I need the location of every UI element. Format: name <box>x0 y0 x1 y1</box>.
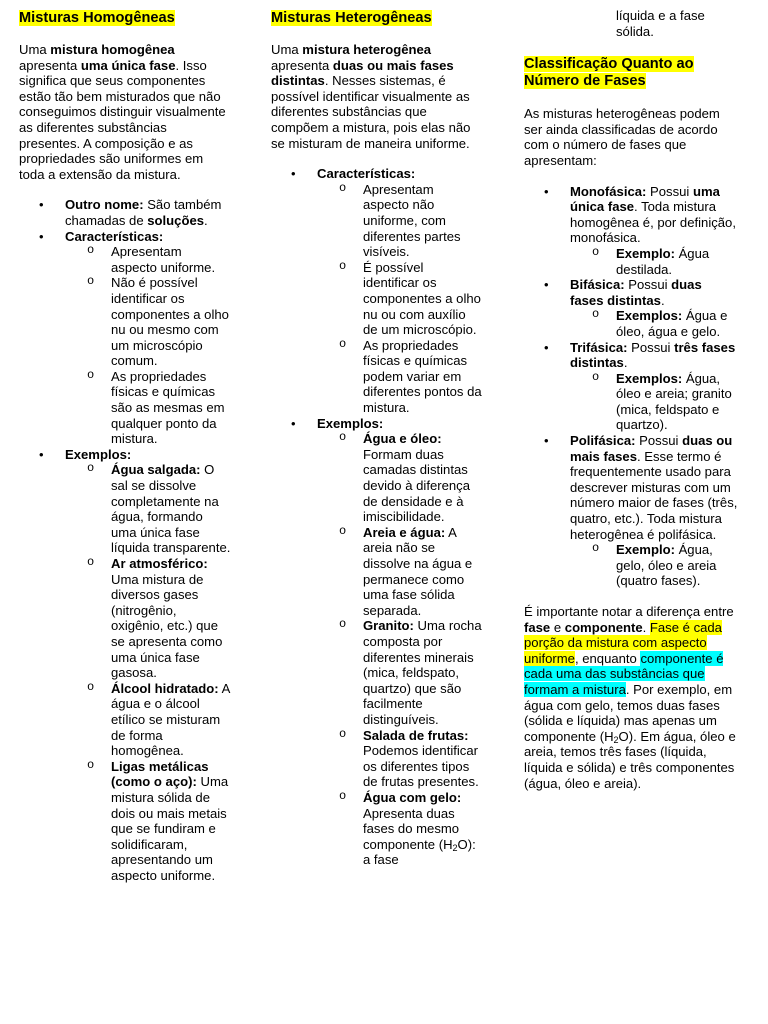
list-item: • Exemplos: o Água e óleo: Formam duas camadas distintas devido à diferença de densidade e à imiscibilidade. o Areia e água: A areia não se dissolve na água e permanece como uma fase sólida separada. o Granito: Uma rocha composta por diferentes minerais (mica, feldspato, quartzo) que são facilmente distinguíveis. o Salada de frutas: Podemos identificar os diferentes tipos de frutas presentes. o Água com gelo: Apresenta duas fases do mesmo componente $(H_2O)$: a fase <box>271 416 483 868</box>
list-item: • Características: o Apresentam aspecto uniforme. o Não é possível identificar os componentes a olho nu ou mesmo com um microscópio comum. o As propriedades físicas e químicas são as mesmas em qualquer ponto da mistura. <box>19 229 231 447</box>
list-item: • Exemplos: o Água salgada: O sal se dissolve completamente na água, formando uma única fase líquida transparente. o Ar atmosférico: Uma mistura de diversos gases (nitrogênio, oxigênio, etc.) que se apresenta como uma única fase gasosa. o Álcool hidratado: A água e o álcool etílico se misturam de forma homogênea. o Ligas metálicas (como o aço): Uma mistura sólida de dois ou mais metais que se fundiram e solidificaram, apresentando um aspecto uniforme. <box>19 447 231 884</box>
list-item: o Não é possível identificar os componentes a olho nu ou mesmo com um microscópio comum. <box>65 275 231 369</box>
list-item: o Ar atmosférico: Uma mistura de diversos gases (nitrogênio, oxigênio, etc.) que se apresenta como uma única fase gasosa. <box>65 556 231 681</box>
list-item: o Apresentam aspecto não uniforme, com diferentes partes visíveis. <box>317 182 483 260</box>
list-item: o Exemplos: Água e óleo, água e gelo. <box>570 308 738 339</box>
list-item: o Água e óleo: Formam duas camadas distintas devido à diferença de densidade e à imiscibilidade. <box>317 431 483 525</box>
list-item: o Salada de frutas: Podemos identificar os diferentes tipos de frutas presentes. <box>317 728 483 790</box>
phase-types-list <box>524 184 738 589</box>
continuation-text: líquida e a fase sólida. <box>616 8 705 39</box>
final-paragraph: É importante notar a diferença entre fase e componente. Fase é cada porção da mistura com aspecto uniforme, enquanto componente é cada uma das substâncias que formam a mistura. Por exemplo, em água com gelo, temos duas fases (sólida e líquida) mas apenas um componente $(H_2O)$. Em água, óleo e areia, temos três fases (líquida, líquida e sólida) e três componentes (água, óleo e areia). <box>524 604 736 791</box>
list-item: • Trifásica: Possui três fases distintas. o Exemplos: Água, óleo e areia; granito (mica, feldspato e quartzo). <box>524 340 738 434</box>
intro-paragraph: Uma mistura heterogênea apresenta duas ou mais fases distintas. Nesses sistemas, é possível identificar visualmente as diferentes substâncias que compõem a mistura, pois elas não se misturam de maneira uniforme. <box>271 42 471 151</box>
list-item: o Álcool hidratado: A água e o álcool etílico se misturam de forma homogênea. <box>65 681 231 759</box>
column-homogeneous <box>19 10 231 883</box>
list-item: o Areia e água: A areia não se dissolve na água e permanece como uma fase sólida separada. <box>317 525 483 619</box>
list-item: o Apresentam aspecto uniforme. <box>65 244 231 275</box>
list-item: • Características: o Apresentam aspecto não uniforme, com diferentes partes visíveis. o É possível identificar os componentes a olho nu ou com auxílio de um microscópio. o As propriedades físicas e químicas podem variar em diferentes pontos da mistura. <box>271 166 483 416</box>
homogeneous-list <box>19 197 231 883</box>
list-item: • Outro nome: São também chamadas de soluções. <box>19 197 231 228</box>
list-item: o Exemplos: Água, óleo e areia; granito (mica, feldspato e quartzo). <box>570 371 738 433</box>
list-item: o Ligas metálicas (como o aço): Uma mistura sólida de dois ou mais metais que se fundiram e solidificaram, apresentando um aspecto uniforme. <box>65 759 231 884</box>
list-item: o Exemplo: Água, gelo, óleo e areia (quatro fases). <box>570 542 738 589</box>
column-heterogeneous <box>271 10 483 868</box>
heading-heterogeneous: Misturas Heterogêneas <box>271 10 432 26</box>
list-item: o As propriedades físicas e químicas são as mesmas em qualquer ponto da mistura. <box>65 369 231 447</box>
intro-paragraph: As misturas heterogêneas podem ser ainda classificadas de acordo com o número de fases que apresentam: <box>524 106 720 168</box>
list-item: • Polifásica: Possui duas ou mais fases. Esse termo é frequentemente usado para descrever misturas com um número maior de fases (três, quatro, etc.). Toda mistura heterogênea é polifásica. o Exemplo: Água, gelo, óleo e areia (quatro fases). <box>524 433 738 589</box>
list-item: o Exemplo: Água destilada. <box>570 246 738 277</box>
heterogeneous-list <box>271 166 483 868</box>
list-item: • Bifásica: Possui duas fases distintas. o Exemplos: Água e óleo, água e gelo. <box>524 277 738 339</box>
list-item: o Água com gelo: Apresenta duas fases do mesmo componente $(H_2O)$: a fase <box>317 790 483 868</box>
column-phases <box>524 8 738 791</box>
list-item: o As propriedades físicas e químicas podem variar em diferentes pontos da mistura. <box>317 338 483 416</box>
highlight-component-definition: componente é cada uma das substâncias que formam a mistura <box>524 650 724 697</box>
heading-phase-classification: Classificação Quanto ao Número de Fases <box>524 56 694 90</box>
highlight-phase-definition: Fase é cada porção da mistura com aspecto uniforme <box>524 619 722 666</box>
heading-homogeneous: Misturas Homogêneas <box>19 10 175 26</box>
list-item: o É possível identificar os componentes a olho nu ou com auxílio de um microscópio. <box>317 260 483 338</box>
list-item: o Água salgada: O sal se dissolve completamente na água, formando uma única fase líquida transparente. <box>65 462 231 556</box>
intro-paragraph: Uma mistura homogênea apresenta uma única fase. Isso significa que seus componentes estão tão bem misturados que não conseguimos distinguir visualmente as diferentes substâncias presentes. A composição e as propriedades são uniformes em toda a extensão da mistura. <box>19 42 226 182</box>
list-item: • Monofásica: Possui uma única fase. Toda mistura homogênea é, por definição, monofásica. o Exemplo: Água destilada. <box>524 184 738 278</box>
list-item: o Granito: Uma rocha composta por diferentes minerais (mica, feldspato, quartzo) que são facilmente distinguíveis. <box>317 618 483 727</box>
